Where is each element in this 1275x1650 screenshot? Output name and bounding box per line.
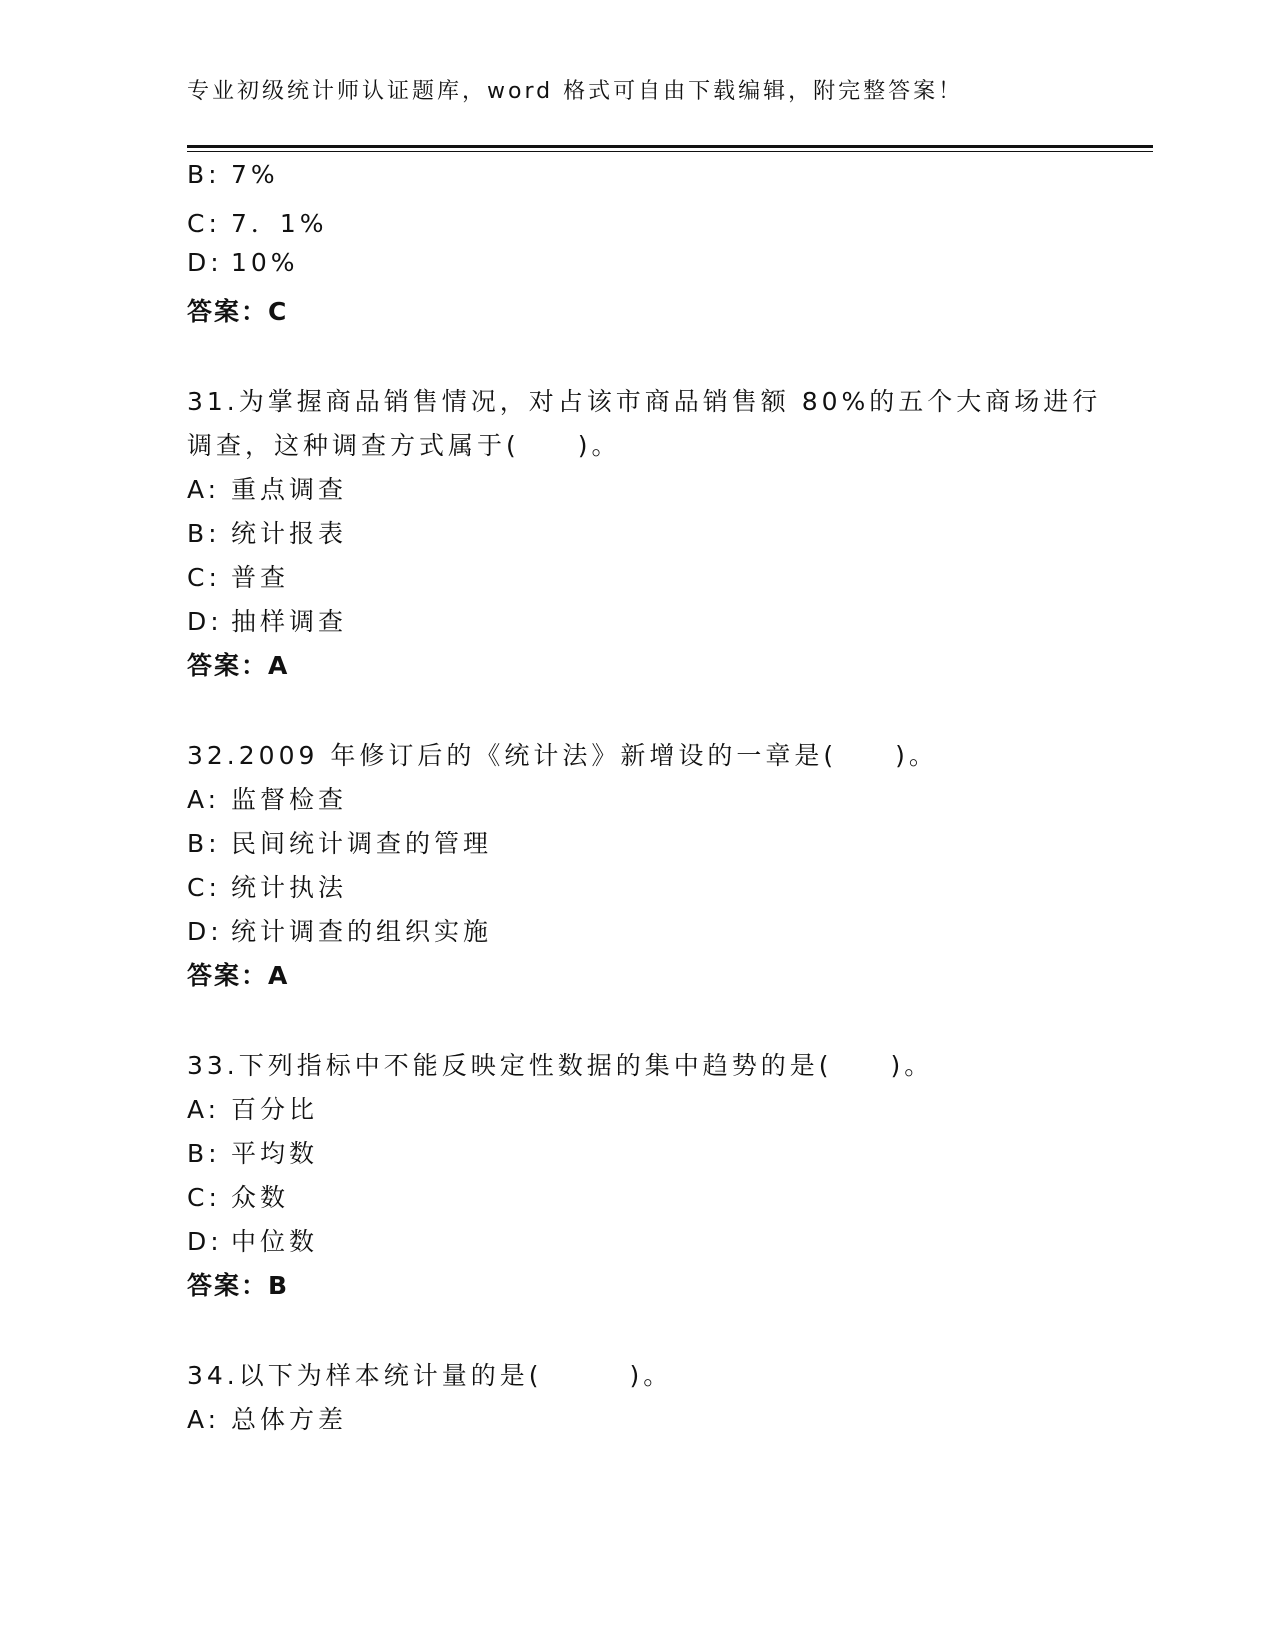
q31-option-c (187, 558, 289, 594)
option-text: 百分比 (231, 1095, 319, 1124)
option-letter: B: (187, 160, 221, 189)
option-letter: C: (187, 1183, 221, 1212)
q31-answer: 答案：A (187, 651, 290, 680)
q32-answer: 答案：A (187, 961, 290, 990)
q32-option-b (187, 824, 492, 860)
header-text: 专业初级统计师认证题库，word 格式可自由下载编辑，附完整答案！ (187, 79, 964, 104)
option-letter: A: (187, 1405, 221, 1434)
q31-option-a (187, 470, 347, 506)
q33-option-c (187, 1178, 289, 1214)
option-letter: C: (187, 209, 221, 238)
option-text: 中位数 (231, 1227, 319, 1256)
q32-option-d (187, 912, 492, 948)
q33-option-d (187, 1222, 318, 1258)
option-text: 统计执法 (231, 873, 348, 902)
option-letter: A: (187, 785, 221, 814)
option-text: 7．1% (231, 209, 328, 238)
prev-answer: 答案：C (187, 297, 289, 326)
q34-stem-line1: 34.以下为样本统计量的是( )。 (187, 1361, 673, 1390)
option-text: 众数 (231, 1183, 290, 1212)
header-rule-thin (187, 151, 1153, 152)
q31-stem-line1: 31.为掌握商品销售情况，对占该市商品销售额 80%的五个大商场进行 (187, 387, 1102, 416)
q31-option-d (187, 602, 347, 638)
prev-option-c (187, 204, 328, 240)
q33-option-b (187, 1134, 318, 1170)
option-text: 平均数 (231, 1139, 319, 1168)
option-text: 7% (231, 160, 279, 189)
option-text: 重点调查 (231, 475, 348, 504)
option-text: 抽样调查 (231, 607, 348, 636)
option-letter: C: (187, 873, 221, 902)
q33-answer: 答案：B (187, 1271, 290, 1300)
q34-option-a (187, 1400, 347, 1436)
option-text: 民间统计调查的管理 (231, 829, 493, 858)
q33-stem-line1: 33.下列指标中不能反映定性数据的集中趋势的是( )。 (187, 1051, 934, 1080)
option-letter: B: (187, 519, 221, 548)
option-letter: D: (187, 917, 223, 946)
option-text: 总体方差 (231, 1405, 348, 1434)
option-letter: B: (187, 1139, 221, 1168)
q32-stem-line1: 32.2009 年修订后的《统计法》新增设的一章是( )。 (187, 741, 938, 770)
q32-option-c (187, 868, 347, 904)
option-letter: A: (187, 475, 221, 504)
q33-option-a (187, 1090, 318, 1126)
option-letter: A: (187, 1095, 221, 1124)
prev-option-b (187, 160, 279, 189)
option-text: 统计报表 (231, 519, 348, 548)
option-letter: D: (187, 607, 223, 636)
header-rule-thick (187, 145, 1153, 148)
option-letter: C: (187, 563, 221, 592)
option-text: 普查 (231, 563, 290, 592)
q31-stem-line2: 调查，这种调查方式属于( )。 (187, 431, 621, 460)
option-text: 10% (231, 248, 299, 277)
option-text: 监督检查 (231, 785, 348, 814)
prev-option-d (187, 248, 299, 277)
q31-option-b (187, 514, 347, 550)
option-letter: D: (187, 248, 223, 277)
option-letter: D: (187, 1227, 223, 1256)
option-text: 统计调查的组织实施 (231, 917, 493, 946)
q32-option-a (187, 780, 347, 816)
option-letter: B: (187, 829, 221, 858)
